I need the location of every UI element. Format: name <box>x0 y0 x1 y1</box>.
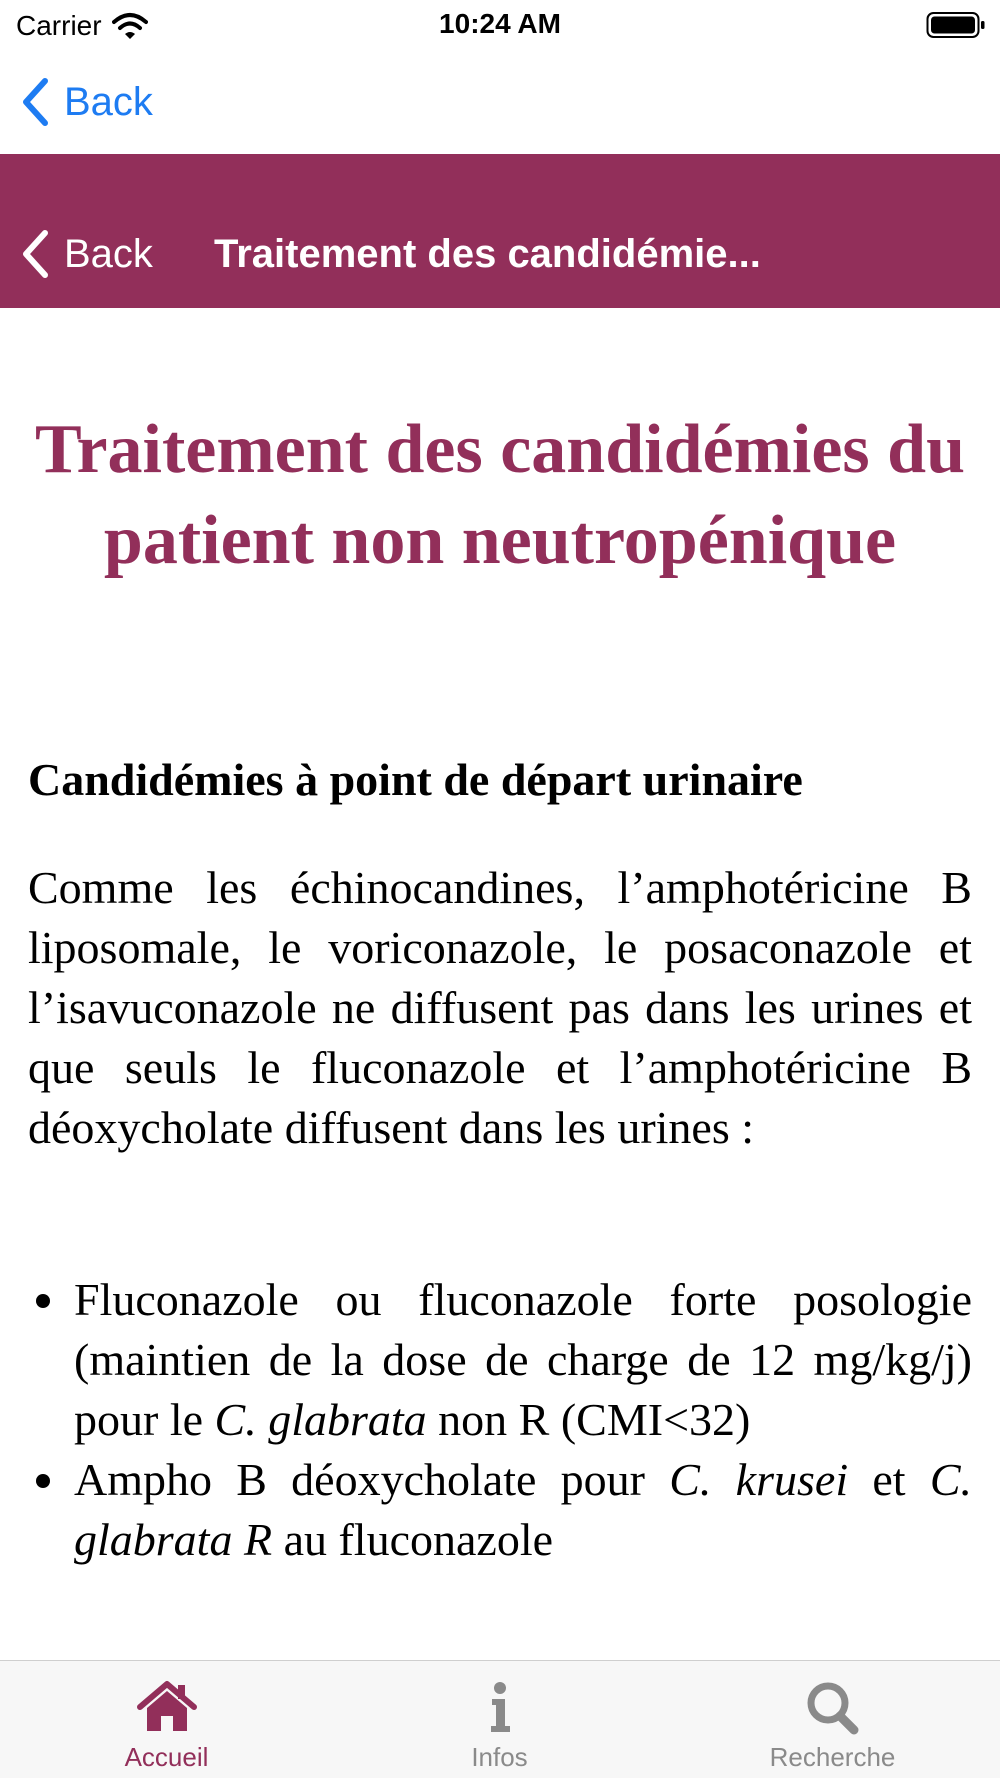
section-heading: Candidémies à point de départ urinaire <box>28 754 803 805</box>
article-content[interactable] <box>0 308 1000 1660</box>
carrier-label: Carrier <box>16 10 102 41</box>
bullet-list <box>28 1270 972 1570</box>
tab-accueil[interactable] <box>0 1661 333 1778</box>
tab-recherche[interactable] <box>666 1661 999 1778</box>
bullet-dot <box>36 1294 50 1308</box>
battery-icon <box>926 10 986 40</box>
bullet-species-name: C. krusei <box>669 1454 849 1505</box>
header-title: Traitement des candidémie... <box>214 232 761 276</box>
tab-label: Accueil <box>124 1742 209 1772</box>
app-header <box>0 154 1000 308</box>
tab-infos[interactable] <box>333 1661 666 1778</box>
info-icon <box>469 1679 531 1735</box>
home-icon <box>136 1679 198 1735</box>
chevron-left-icon <box>20 228 50 280</box>
status-bar <box>0 0 1000 50</box>
bullet-item <box>28 1270 972 1450</box>
search-icon <box>802 1679 864 1735</box>
bullet-species-name: C. glabrata R <box>74 1454 972 1565</box>
system-nav-bar <box>0 50 1000 154</box>
bullet-text-part: et <box>848 1454 930 1505</box>
tab-label: Infos <box>471 1742 528 1772</box>
bullet-species-name: C. glabrata <box>214 1394 427 1445</box>
bullet-dot <box>36 1474 50 1488</box>
page-title: Traitement des candidémies du patient non neutropénique <box>34 411 966 579</box>
chevron-left-icon <box>20 76 50 128</box>
system-back-button[interactable] <box>20 76 153 128</box>
body-paragraph: Comme les échinocandines, l’amphotéricine B liposomale, le voriconazole, le posaconazole et l’isavuconazole ne diffusent pas dans les urines et que seuls le fluconazole et l’amphotéricine B déoxycholate diffusent dans les urines : <box>28 862 972 1153</box>
tab-bar <box>0 1660 1000 1778</box>
app-back-label: Back <box>64 231 153 276</box>
bullet-text-part: Fluconazole ou fluconazole forte posologie (maintien de la dose de charge de 12 mg/kg/j) pour le <box>74 1274 972 1445</box>
app-back-button[interactable] <box>20 228 153 280</box>
system-back-label: Back <box>64 79 153 124</box>
bullet-text-part: non R (CMI<32) <box>426 1394 751 1445</box>
bullet-item <box>28 1450 972 1570</box>
bullet-text <box>74 1274 972 1445</box>
bullet-text <box>74 1454 972 1565</box>
clock: 10:24 AM <box>439 8 561 39</box>
bullet-text-part: au fluconazole <box>272 1514 554 1565</box>
bullet-text-part: Ampho B déoxycholate pour <box>74 1454 670 1505</box>
tab-label: Recherche <box>769 1742 896 1772</box>
